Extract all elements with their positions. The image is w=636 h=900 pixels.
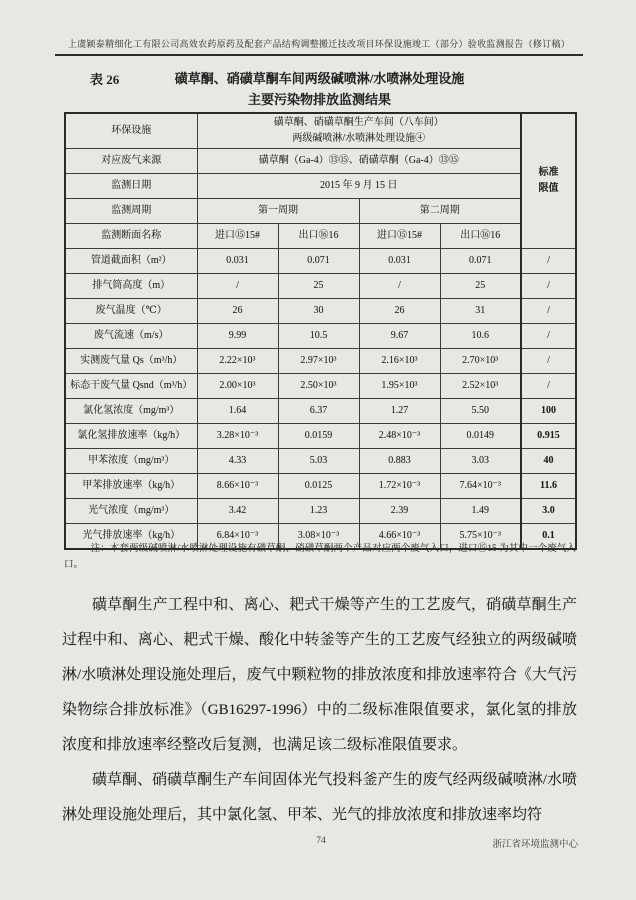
- value-cell: 30: [278, 299, 359, 324]
- row-label: 废气温度（℃）: [65, 299, 197, 324]
- limit-cell: /: [521, 299, 576, 324]
- table-row: [65, 474, 576, 499]
- table-row: [65, 274, 576, 299]
- value-cell: 2.70×10³: [440, 349, 521, 374]
- value-cell: 3.08×10⁻³: [278, 524, 359, 550]
- value-cell: 0.031: [197, 249, 278, 274]
- value-cell: 5.75×10⁻³: [440, 524, 521, 550]
- row-label: 氯化氢排放速率（kg/h）: [65, 424, 197, 449]
- footer-organization: 浙江省环境监测中心: [492, 840, 578, 850]
- value-cell: 8.66×10⁻³: [197, 474, 278, 499]
- value-cell: 6.37: [278, 399, 359, 424]
- waste-gas-source-row: [65, 149, 576, 174]
- value-cell: 3.28×10⁻³: [197, 424, 278, 449]
- value-cell: 0.071: [440, 249, 521, 274]
- value-cell: 1.72×10⁻³: [359, 474, 440, 499]
- limit-cell: 100: [521, 399, 576, 424]
- value-cell: 31: [440, 299, 521, 324]
- row-label: 监测日期: [65, 174, 197, 199]
- section-name-row: [65, 224, 576, 249]
- value-cell: /: [359, 274, 440, 299]
- limit-cell: /: [521, 274, 576, 299]
- value-cell: 2.48×10⁻³: [359, 424, 440, 449]
- facility-row: [65, 113, 576, 149]
- value-cell: 9.67: [359, 324, 440, 349]
- limit-cell: /: [521, 374, 576, 399]
- value-cell: 9.99: [197, 324, 278, 349]
- value-cell: 2.50×10³: [278, 374, 359, 399]
- value-cell: 1.95×10³: [359, 374, 440, 399]
- value-cell: 25: [278, 274, 359, 299]
- value-cell: 26: [197, 299, 278, 324]
- value-cell: 0.883: [359, 449, 440, 474]
- value-cell: 26: [359, 299, 440, 324]
- value-cell: 5.50: [440, 399, 521, 424]
- limit-cell: 40: [521, 449, 576, 474]
- paragraph-2: 磺草酮、硝磺草酮生产车间固体光气投料釜产生的废气经两级碱喷淋/水喷淋处理设施处理后，其中氯化氢、甲苯、光气的排放浓度和排放速率均符: [62, 772, 577, 823]
- date-value: 2015 年 9 月 15 日: [197, 174, 521, 199]
- cycle-1: 第一周期: [197, 199, 359, 224]
- limit-cell: /: [521, 324, 576, 349]
- row-label: 监测断面名称: [65, 224, 197, 249]
- monitoring-results-table: [64, 112, 577, 550]
- value-cell: 2.00×10³: [197, 374, 278, 399]
- limit-cell: /: [521, 249, 576, 274]
- value-cell: 10.5: [278, 324, 359, 349]
- source-value: 磺草酮（Ga-4）⑬⑮、硝磺草酮（Ga-4）⑬⑮: [197, 149, 521, 174]
- facility-value: 磺草酮、硝磺草酮生产车间（八车间） 两级碱喷淋/水喷淋处理设施④: [197, 113, 521, 149]
- value-cell: 2.97×10³: [278, 349, 359, 374]
- limit-cell: 11.6: [521, 474, 576, 499]
- value-cell: 1.49: [440, 499, 521, 524]
- limit-cell: /: [521, 349, 576, 374]
- value-cell: 4.33: [197, 449, 278, 474]
- row-label: 光气排放速率（kg/h）: [65, 524, 197, 550]
- value-cell: 0.0159: [278, 424, 359, 449]
- value-cell: 3.03: [440, 449, 521, 474]
- section-cell: 出口⑯16: [440, 224, 521, 249]
- table-footnote: 注：本套两级碱喷淋/水喷淋处理设施有磺草酮、硝磺草酮两个产品对应两个废气入口，进口⑮15 为其中一个废气入口。: [64, 544, 576, 570]
- limit-cell: 3.0: [521, 499, 576, 524]
- table-title-line1: 磺草酮、硝磺草酮车间两级碱喷淋/水喷淋处理设施: [174, 71, 465, 86]
- row-label: 甲苯浓度（mg/m³）: [65, 449, 197, 474]
- value-cell: 0.0149: [440, 424, 521, 449]
- value-cell: 6.84×10⁻³: [197, 524, 278, 550]
- row-label: 排气筒高度（m）: [65, 274, 197, 299]
- value-cell: 0.031: [359, 249, 440, 274]
- row-label: 实测废气量 Qs（m³/h）: [65, 349, 197, 374]
- value-cell: 1.23: [278, 499, 359, 524]
- table-title-line2: 主要污染物排放监测结果: [247, 92, 391, 107]
- value-cell: 1.64: [197, 399, 278, 424]
- table-number: 表 26: [90, 72, 120, 87]
- value-cell: 2.52×10³: [440, 374, 521, 399]
- value-cell: 0.0125: [278, 474, 359, 499]
- value-cell: 5.03: [278, 449, 359, 474]
- value-cell: 2.39: [359, 499, 440, 524]
- row-label: 监测周期: [65, 199, 197, 224]
- section-cell: 进口⑮15#: [197, 224, 278, 249]
- value-cell: 25: [440, 274, 521, 299]
- table-row: [65, 399, 576, 424]
- table-row: [65, 349, 576, 374]
- row-label: 标态干废气量 Qsnd（m³/h）: [65, 374, 197, 399]
- limit-cell: 0.1: [521, 524, 576, 550]
- row-label: 管道截面积（m²）: [65, 249, 197, 274]
- limit-header: 标准 限值: [521, 113, 576, 249]
- value-cell: 2.16×10³: [359, 349, 440, 374]
- row-label: 氯化氢浓度（mg/m³）: [65, 399, 197, 424]
- row-label: 对应废气来源: [65, 149, 197, 174]
- page-number: 74: [316, 836, 326, 846]
- value-cell: /: [197, 274, 278, 299]
- cycle-2: 第二周期: [359, 199, 521, 224]
- page-footer: [64, 836, 578, 852]
- row-label: 废气流速（m/s）: [65, 324, 197, 349]
- table-caption: [64, 68, 575, 110]
- value-cell: 10.6: [440, 324, 521, 349]
- value-cell: 7.64×10⁻³: [440, 474, 521, 499]
- limit-cell: 0.915: [521, 424, 576, 449]
- table-row: [65, 499, 576, 524]
- table-row: [65, 299, 576, 324]
- value-cell: 0.071: [278, 249, 359, 274]
- paragraph-1: 磺草酮生产工程中和、离心、耙式干燥等产生的工艺废气，硝磺草酮生产过程中和、离心、耙式干燥、酸化中转釜等产生的工艺废气经独立的两级碱喷淋/水喷淋处理设施处理后，废气中颗粒物的排放浓度和排放速率符合《大气污染物综合排放标准》（GB16297-1996）中的二级标准限值要求，氯化氢的排放浓度和排放速率经整改后复测，也满足该二级标准限值要求。: [62, 597, 577, 753]
- table-row: [65, 249, 576, 274]
- value-cell: 3.42: [197, 499, 278, 524]
- value-cell: 2.22×10³: [197, 349, 278, 374]
- value-cell: 1.27: [359, 399, 440, 424]
- table-row: [65, 424, 576, 449]
- table-row: [65, 324, 576, 349]
- monitoring-date-row: [65, 174, 576, 199]
- table-row: [65, 374, 576, 399]
- body-paragraphs: [62, 588, 577, 833]
- row-label: 光气浓度（mg/m³）: [65, 499, 197, 524]
- section-cell: 出口⑯16: [278, 224, 359, 249]
- value-cell: 4.66×10⁻³: [359, 524, 440, 550]
- running-header: 上虞颖泰精细化工有限公司高效农药原药及配套产品结构调整搬迁技改项目环保设施竣工（部分）验收监测报告（修订稿）: [55, 37, 583, 56]
- row-label: 甲苯排放速率（kg/h）: [65, 474, 197, 499]
- table-row: [65, 449, 576, 474]
- monitoring-cycle-row: [65, 199, 576, 224]
- section-cell: 进口⑮15#: [359, 224, 440, 249]
- row-label: 环保设施: [65, 113, 197, 149]
